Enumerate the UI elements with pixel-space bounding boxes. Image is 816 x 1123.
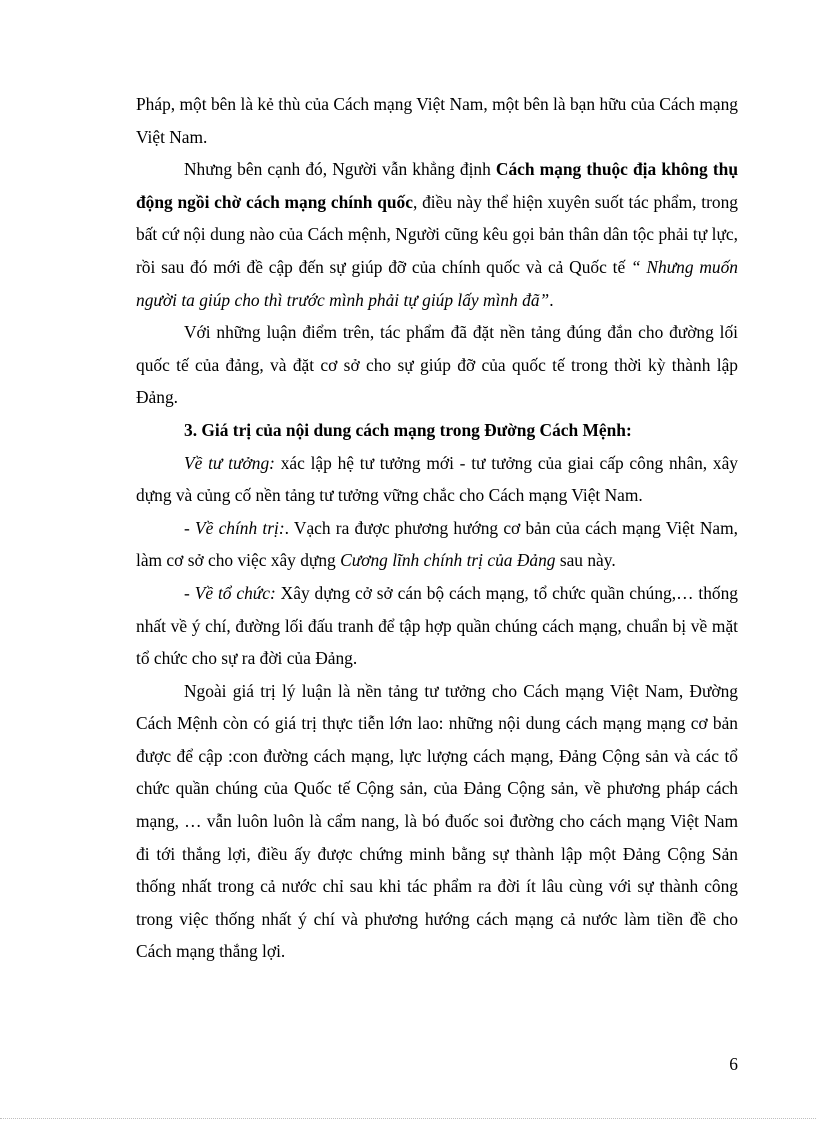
paragraph-1 [136,88,738,153]
paragraph-ideology [136,447,738,512]
page-bottom-divider [0,1118,816,1119]
politics-label: - Về chính trị: [184,517,285,538]
paragraph-3-text: Với những luận điểm trên, tác phẩm đã đặt nền tảng đúng đắn cho đường lối quốc tế của đảng, và đặt cơ sở cho sự giúp đỡ của quốc tế trong thời kỳ thành lập Đảng. [136,322,738,408]
ideology-label: Về tư tưởng: [184,452,275,473]
politics-italic-title: Cương lĩnh chính trị của Đảng [340,550,556,571]
paragraph-2-text-start: Nhưng bên cạnh đó, Người vẫn khẳng định [184,159,496,180]
organization-label: - Về tổ chức: [184,582,276,603]
paragraph-2-text-middle: , điều này thể hiện xuyên suốt tác phẩm, trong bất cứ nội dung nào của Cách mệnh, Người cũng kêu gọi bản thân dân tộc phải tự lực, rồi sau đó mới đề cập đến sự giúp đỡ của chính quốc và cả Quốc tế [136,191,738,277]
organization-text: Xây dựng cở sở cán bộ cách mạng, tổ chức quần chúng,… thống nhất về ý chí, đường lối đấu tranh để tập hợp quần chúng cách mạng, chuẩn bị về mặt tổ chức cho sự ra đời của Đảng. [136,582,738,669]
section-heading: 3. Giá trị của nội dung cách mạng trong Đường Cách Mệnh: [184,419,632,440]
paragraph-organization [136,577,738,675]
paragraph-1-text: Pháp, một bên là kẻ thù của Cách mạng Việt Nam, một bên là bạn hữu của Cách mạng Việt Nam. [136,94,738,147]
document-body [136,88,738,968]
paragraph-2-text-end: . [549,289,554,310]
ideology-text: xác lập hệ tư tưởng mới - tư tưởng của giai cấp công nhân, xây dựng và củng cố nền tảng tư tưởng vững chắc cho Cách mạng Việt Nam. [136,452,738,506]
paragraph-2 [136,153,738,316]
paragraph-2-quote: “ Nhưng muốn người ta giúp cho thì trước mình phải tự giúp lấy mình đã” [136,256,738,310]
paragraph-practical-value [136,675,738,968]
paragraph-2-bold-claim: Cách mạng thuộc địa không thụ động ngồi chờ cách mạng chính quốc [136,159,738,212]
politics-text: . Vạch ra được phương hướng cơ bản của cách mạng Việt Nam, làm cơ sở cho việc xây dựng [136,517,738,571]
politics-text-end: sau này. [555,550,616,571]
paragraph-politics [136,512,738,577]
paragraph-3 [136,316,738,414]
page-number: 6 [729,1054,738,1074]
practical-value-text: Ngoài giá trị lý luận là nền tảng tư tưởng cho Cách mạng Việt Nam, Đường Cách Mệnh còn có giá trị thực tiễn lớn lao: những nội dung cách mạng mạng cơ bản được để cập :con đường cách mạng, lực lượng cách mạng, Đảng Cộng sản và các tổ chức quần chúng của Quốc tế Cộng sản, của Đảng Cộng sản, về phương pháp cách mạng, … vẫn luôn luôn là cẩm nang, là bó đuốc soi đường cho cách mạng Việt Nam đi tới thắng lợi, điều ấy được chứng minh bằng sự thành lập một Đảng Cộng Sản thống nhất trong cả nước chỉ sau khi tác phẩm ra đời ít lâu cùng với sự thành công trong việc thống nhất ý chí và phương hướng cách mạng cả nước làm tiền đề cho Cách mạng thắng lợi. [136,680,738,962]
